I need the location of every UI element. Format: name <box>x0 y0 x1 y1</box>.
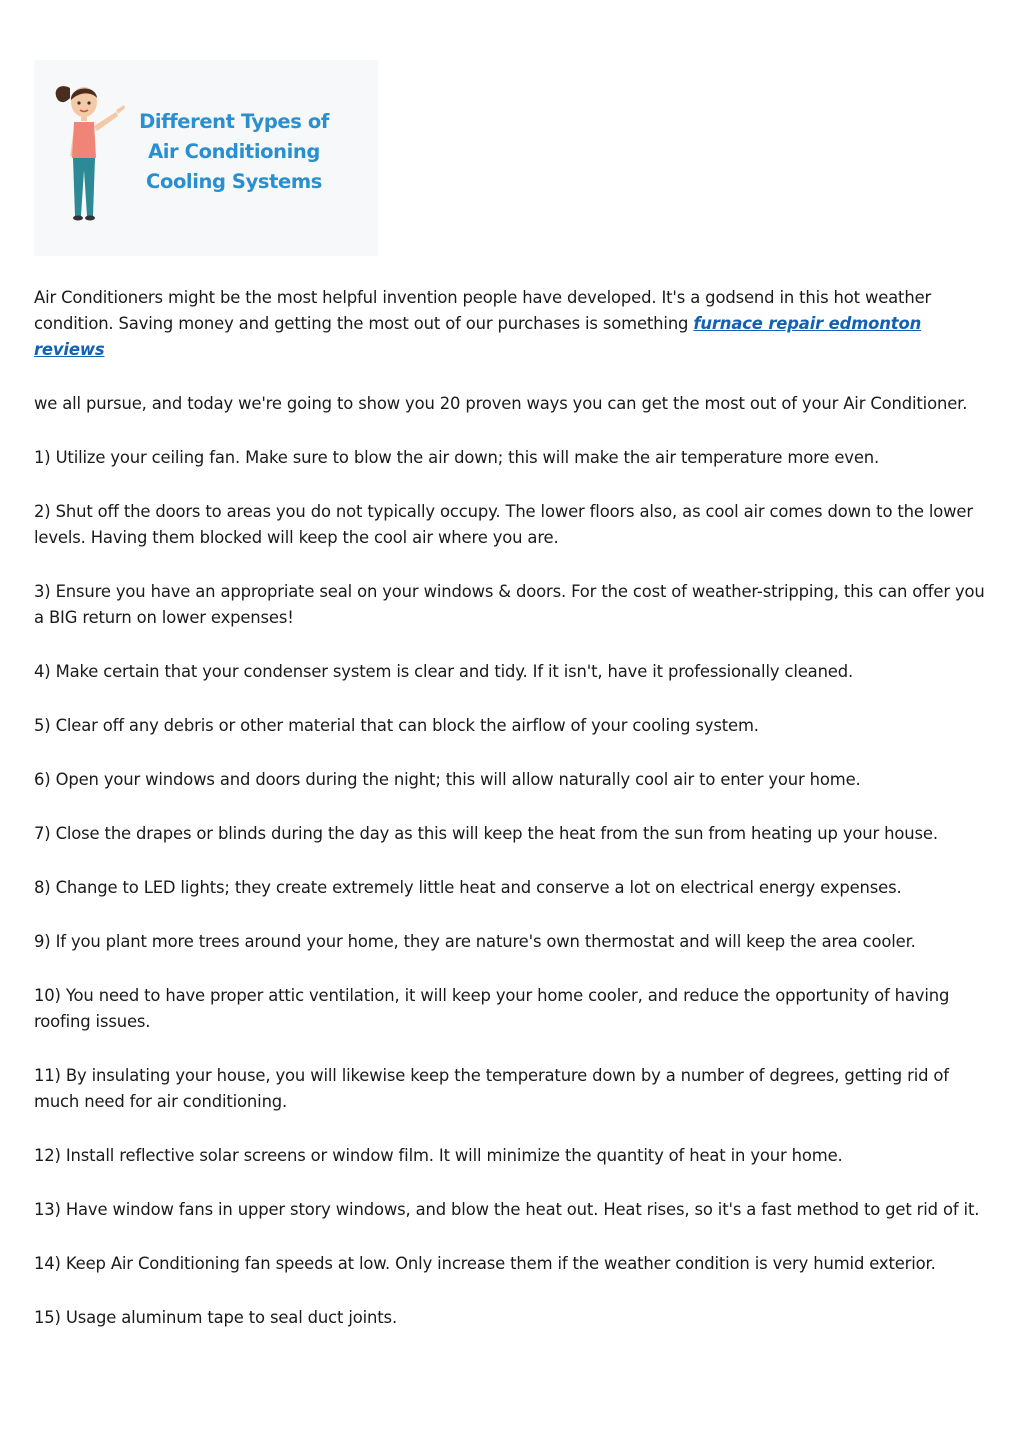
woman-pointing-illustration <box>48 78 138 228</box>
tip-10: 10) You need to have proper attic ventilation, it will keep your home cooler, and reduce the opportunity of having roofing issues. <box>34 986 950 1031</box>
paragraph: we all pursue, and today we're going to show you 20 proven ways you can get the most out of your Air Conditioner. <box>34 394 968 413</box>
hero-image <box>34 60 378 256</box>
tip-14: 14) Keep Air Conditioning fan speeds at low. Only increase them if the weather condition is very humid exterior. <box>34 1254 936 1273</box>
intro-text: Air Conditioners might be the most helpful invention people have developed. It's a godsend in this hot weather condition. Saving money and getting the most out of our purchases is something <box>34 288 932 333</box>
tip-3: 3) Ensure you have an appropriate seal on your windows & doors. For the cost of weather-stripping, this can offer you a BIG return on lower expenses! <box>34 582 985 627</box>
tip-11: 11) By insulating your house, you will likewise keep the temperature down by a number of degrees, getting rid of much need for air conditioning. <box>34 1066 949 1111</box>
tip-13: 13) Have window fans in upper story windows, and blow the heat out. Heat rises, so it's a fast method to get rid of it. <box>34 1200 980 1219</box>
intro-paragraph <box>34 285 990 363</box>
tip-2: 2) Shut off the doors to areas you do not typically occupy. The lower floors also, as cool air comes down to the lower levels. Having them blocked will keep the cool air where you are. <box>34 502 973 547</box>
tip-7: 7) Close the drapes or blinds during the day as this will keep the heat from the sun from heating up your house. <box>34 824 938 843</box>
furnace-repair-link[interactable]: furnace repair edmonton reviews <box>34 314 922 359</box>
tip-1: 1) Utilize your ceiling fan. Make sure to blow the air down; this will make the air temperature more even. <box>34 448 880 467</box>
tip-9: 9) If you plant more trees around your home, they are nature's own thermostat and will keep the area cooler. <box>34 932 916 951</box>
hero-title <box>134 107 334 197</box>
tip-8: 8) Change to LED lights; they create extremely little heat and conserve a lot on electrical energy expenses. <box>34 878 902 897</box>
article-body <box>34 285 990 1359</box>
tip-4: 4) Make certain that your condenser system is clear and tidy. If it isn't, have it professionally cleaned. <box>34 662 854 681</box>
tip-12: 12) Install reflective solar screens or window film. It will minimize the quantity of heat in your home. <box>34 1146 843 1165</box>
hero-title-line-2: Air Conditioning <box>148 140 320 163</box>
tip-15: 15) Usage aluminum tape to seal duct joints. <box>34 1308 398 1327</box>
hero-title-line-1: Different Types of <box>139 110 329 133</box>
tip-6: 6) Open your windows and doors during the night; this will allow naturally cool air to enter your home. <box>34 770 861 789</box>
hero-title-line-3: Cooling Systems <box>146 170 322 193</box>
tip-5: 5) Clear off any debris or other material that can block the airflow of your cooling system. <box>34 716 759 735</box>
